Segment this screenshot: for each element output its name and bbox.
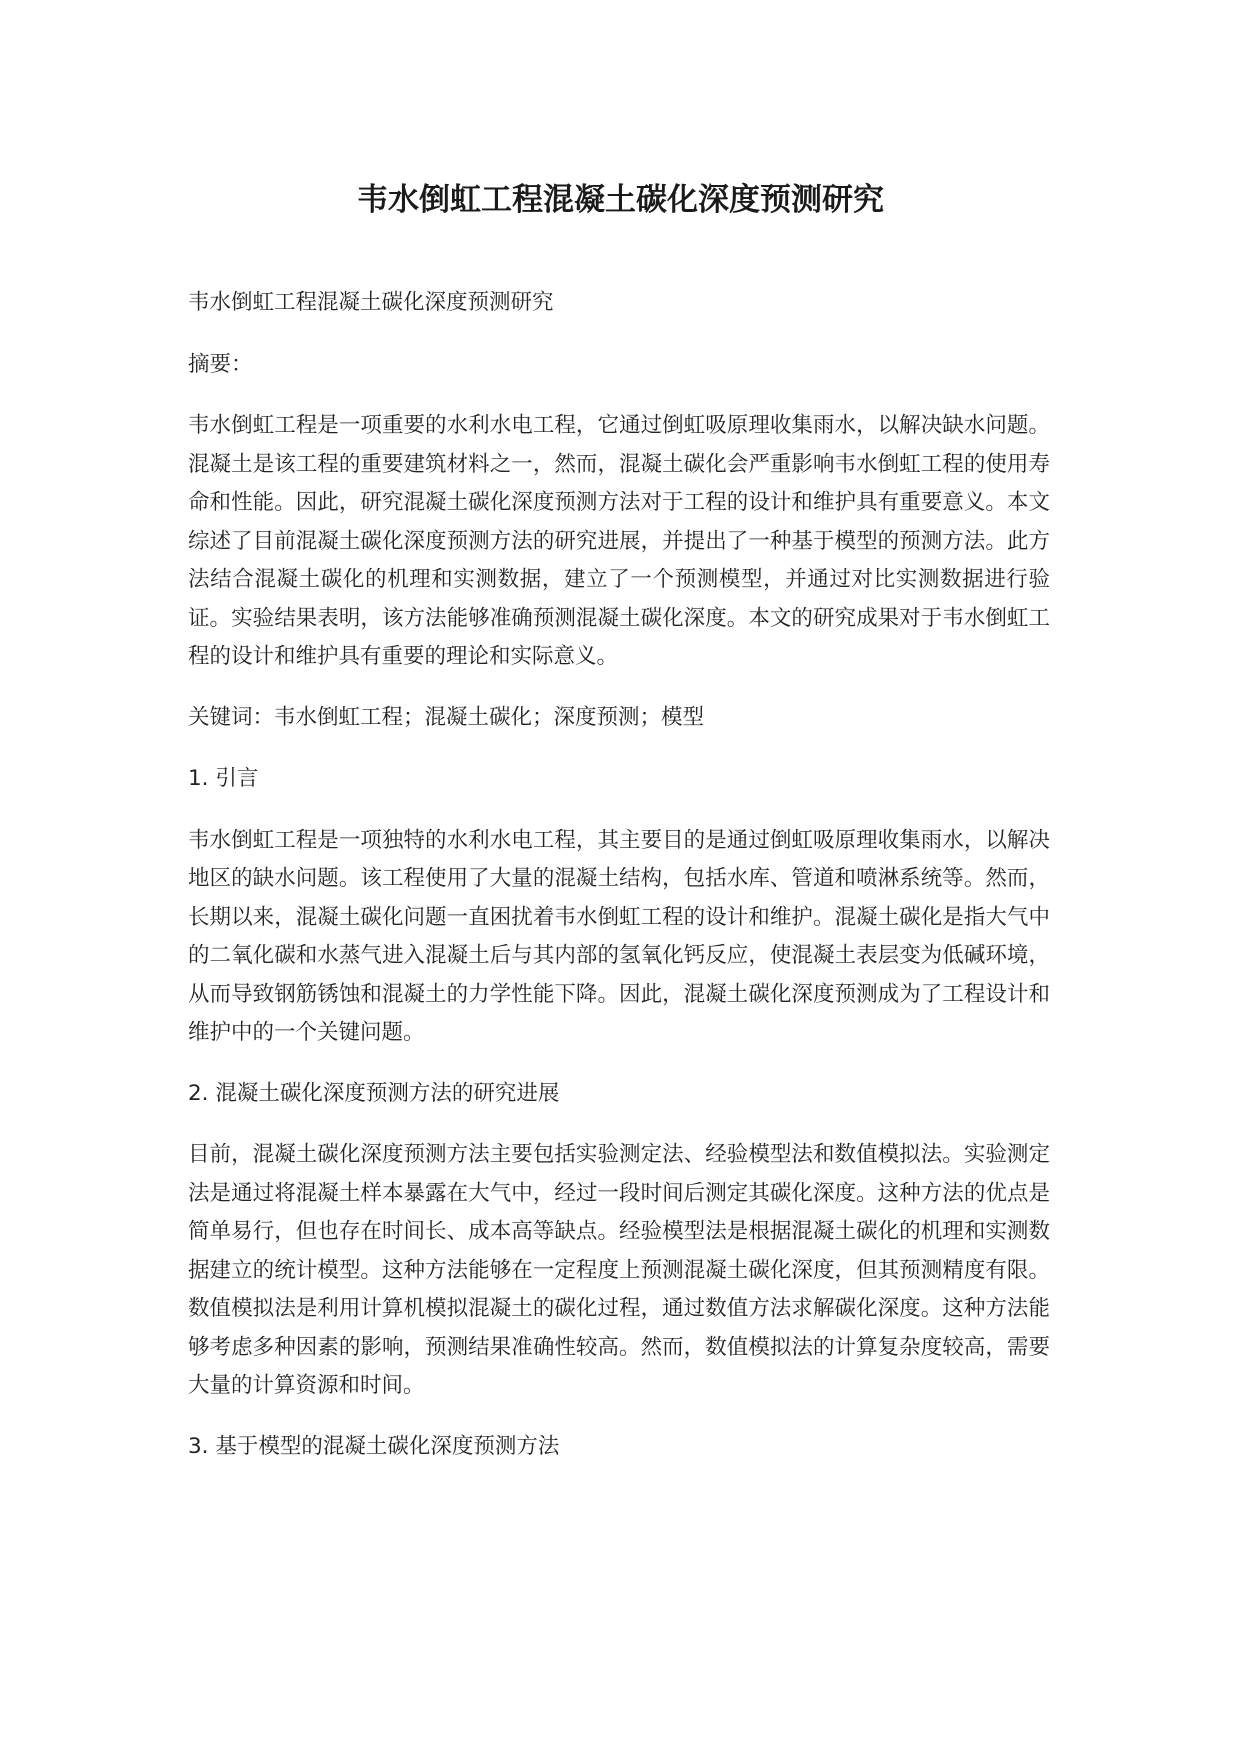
document-body <box>188 284 1050 1466</box>
paper-subtitle: 韦水倒虹工程混凝土碳化深度预测研究 <box>188 290 554 315</box>
section-text-research-progress: 目前，混凝土碳化深度预测方法主要包括实验测定法、经验模型法和数值模拟法。实验测定法是通过将混凝土样本暴露在大气中，经过一段时间后测定其碳化深度。这种方法的优点是简单易行，但也存在时间长、成本高等缺点。经验模型法是根据混凝土碳化的机理和实测数据建立的统计模型。这种方法能够在一定程度上预测混凝土碳化深度，但其预测精度有限。数值模拟法是利用计算机模拟混凝土的碳化过程，通过数值方法求解碳化深度。这种方法能够考虑多种因素的影响，预测结果准确性较高。然而，数值模拟法的计算复杂度较高，需要大量的计算资源和时间。 <box>188 1142 1050 1398</box>
abstract-label: 摘要： <box>188 351 253 377</box>
section-heading-introduction: 1. 引言 <box>188 766 259 791</box>
keywords-line: 关键词：韦水倒虹工程；混凝土碳化；深度预测；模型 <box>188 704 705 730</box>
document-title: 韦水倒虹工程混凝土碳化深度预测研究 <box>357 182 884 218</box>
section-text-introduction: 韦水倒虹工程是一项独特的水利水电工程，其主要目的是通过倒虹吸原理收集雨水，以解决地区的缺水问题。该工程使用了大量的混凝土结构，包括水库、管道和喷淋系统等。然而，长期以来，混凝土碳化问题一直困扰着韦水倒虹工程的设计和维护。混凝土碳化是指大气中的二氧化碳和水蒸气进入混凝土后与其内部的氢氧化钙反应，使混凝土表层变为低碱环境，从而导致钢筋锈蚀和混凝土的力学性能下降。因此，混凝土碳化深度预测成为了工程设计和维护中的一个关键问题。 <box>188 827 1050 1045</box>
section-heading-model-method: 3. 基于模型的混凝土碳化深度预测方法 <box>188 1433 560 1459</box>
section-heading-research-progress: 2. 混凝土碳化深度预测方法的研究进展 <box>188 1080 560 1106</box>
abstract-text: 韦水倒虹工程是一项重要的水利水电工程，它通过倒虹吸原理收集雨水，以解决缺水问题。混凝土是该工程的重要建筑材料之一，然而，混凝土碳化会严重影响韦水倒虹工程的使用寿命和性能。因此，研究混凝土碳化深度预测方法对于工程的设计和维护具有重要意义。本文综述了目前混凝土碳化深度预测方法的研究进展，并提出了一种基于模型的预测方法。此方法结合混凝土碳化的机理和实测数据，建立了一个预测模型，并通过对比实测数据进行验证。实验结果表明，该方法能够准确预测混凝土碳化深度。本文的研究成果对于韦水倒虹工程的设计和维护具有重要的理论和实际意义。 <box>188 413 1050 669</box>
